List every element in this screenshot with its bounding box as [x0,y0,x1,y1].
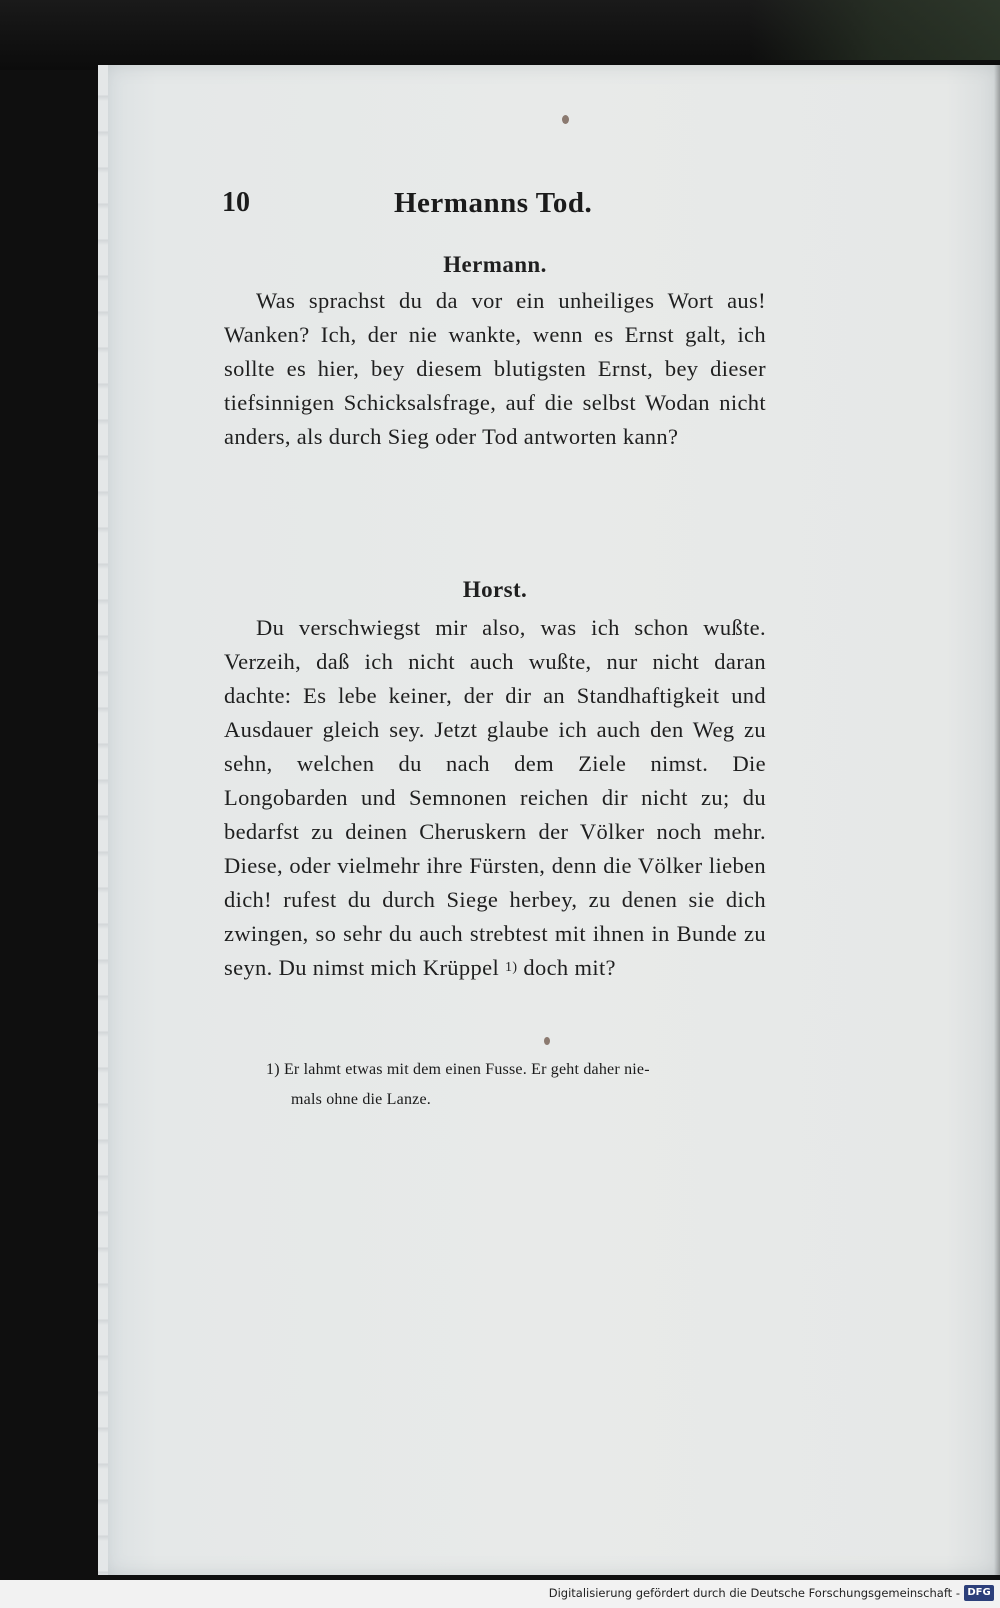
dfg-logo-icon: DFG [964,1585,994,1601]
credit-bar [0,1580,1000,1608]
footnote-line [266,1055,771,1085]
speech-text [224,611,766,985]
speech-text: Was sprachst du da vor ein unheiliges Wort aus! Wanken? Ich, der nie wankte, wenn es Ernst galt, ich sollte es hier, bey diesem blutigsten Ernst, bey dieser tiefsinnigen Schicksalsfrage, auf die selbst Wodan nicht anders, als durch Sieg oder Tod antworten kann? [224,288,766,449]
footnote-reference: 1) [505,960,518,975]
passage-hermann [224,252,766,454]
passage-horst [224,577,766,985]
running-title: Hermanns Tod. [394,187,593,219]
speech-text-part: doch mit? [523,955,616,980]
paper-stain [562,115,569,124]
footnote-text: Er lahmt etwas mit dem einen Fusse. Er geht daher nie- [283,1061,650,1078]
footnote [266,1055,771,1115]
book-cover-edge [750,0,1000,60]
paper-stain [544,1037,550,1045]
page-number: 10 [222,187,250,218]
footnote-line: mals ohne die Lanze. [291,1091,431,1108]
speech-text-part: Du verschwiegst mir also, was ich schon wußte. Verzeih, daß ich nicht auch wußte, nur nicht daran dachte: Es lebe keiner, der dir an Standhaftigkeit und Ausdauer gleich sey. Jetzt glaube ich auch den Weg zu sehn, welchen du nach dem Ziele nimst. Die Longobarden und Semnonen reichen dir nicht zu; du bedarfst zu deinen Cheruskern der Völker noch mehr. Diese, oder vielmehr ihre Fürsten, denn die Völker lieben dich! rufest du durch Siege herbey, zu denen sie dich zwingen, so sehr du auch strebtest mit ihnen in Bunde zu seyn. Du nimst mich Krüppel [224,615,766,980]
footnote-marker: 1) [266,1061,280,1078]
page-header [222,187,782,227]
scan-top-background [0,0,1000,70]
speaker-name: Horst. [462,577,528,602]
page-edge-shadow [994,65,1000,1575]
funding-credit: Digitalisierung gefördert durch die Deutsche Forschungsgemeinschaft - [548,1586,960,1600]
speaker-name: Hermann. [443,252,547,277]
